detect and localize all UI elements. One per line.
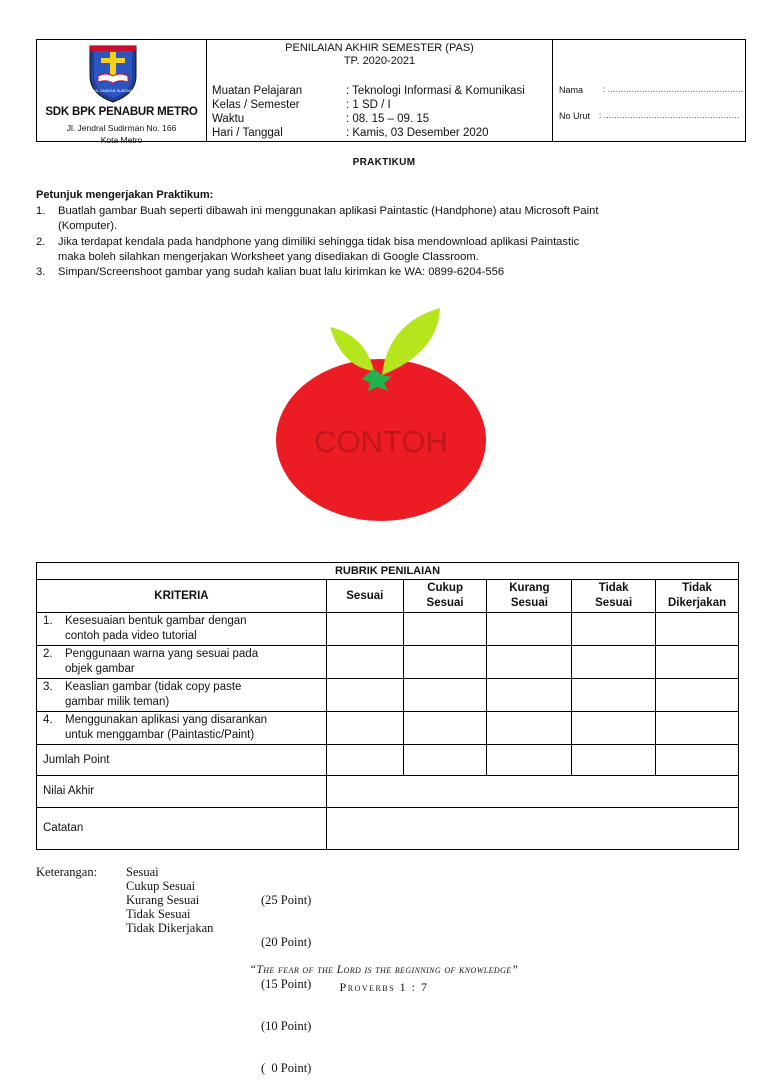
meta-label-date: Hari / Tanggal — [212, 127, 283, 139]
footer-quote: “The fear of the Lord is the beginning of knowledge” — [249, 964, 519, 976]
table-row — [37, 745, 739, 776]
table-row — [37, 776, 739, 808]
header-cukup-sesuai — [403, 580, 487, 613]
score-cell[interactable] — [326, 712, 403, 745]
header-cukup-l1: Cukup — [427, 582, 463, 594]
score-cell[interactable] — [572, 712, 656, 745]
score-cell[interactable] — [572, 679, 656, 712]
criteria-3-text — [65, 680, 325, 710]
score-cell[interactable] — [403, 613, 487, 646]
score-cell[interactable] — [487, 712, 572, 745]
criteria-1-l1: Kesesuaian bentuk gambar dengan — [65, 615, 247, 627]
school-cell — [37, 40, 207, 145]
score-cell[interactable] — [403, 745, 487, 776]
instruction-1-line1: Buatlah gambar Buah seperti dibawah ini menggunakan aplikasi Paintastic (Handphone) atau Microsoft Paint — [58, 205, 599, 217]
nilai-akhir-label: Nilai Akhir — [37, 776, 327, 808]
keterangan-point-4: (10 Point) — [261, 1019, 312, 1033]
instruction-item-2 — [58, 235, 748, 264]
criteria-1-text — [65, 614, 325, 644]
nourut-label: No Urut — [559, 111, 591, 121]
nourut-field[interactable]: : …………………………………………… — [599, 111, 740, 120]
meta-label-class: Kelas / Semester — [212, 99, 300, 111]
header-kurang-l2: Sesuai — [510, 597, 548, 609]
score-cell[interactable] — [487, 613, 572, 646]
criteria-2-num: 2. — [43, 648, 53, 660]
table-row — [37, 679, 739, 712]
instruction-2-line1: Jika terdapat kendala pada handphone yang dimiliki sehingga tidak bisa mendownload aplikasi Paintastic — [58, 236, 580, 248]
header-sesuai: Sesuai — [326, 580, 403, 613]
criteria-1-num: 1. — [43, 615, 53, 627]
rubric-title: RUBRIK PENILAIAN — [37, 563, 739, 580]
example-fruit-image — [270, 305, 492, 527]
score-cell[interactable] — [326, 679, 403, 712]
criteria-2-text — [65, 647, 325, 677]
criteria-3-l2: gambar milik teman) — [65, 696, 170, 708]
header-tdk-l1: Tidak — [682, 582, 712, 594]
criteria-1 — [37, 613, 327, 646]
score-cell[interactable] — [403, 646, 487, 679]
exam-title: PENILAIAN AKHIR SEMESTER (PAS) — [285, 42, 474, 54]
meta-value-class: : 1 SD / I — [346, 99, 391, 111]
criteria-3 — [37, 679, 327, 712]
exam-title-block — [212, 42, 547, 68]
instructions-heading: Petunjuk mengerjakan Praktikum: — [36, 189, 214, 201]
header-kurang-sesuai — [487, 580, 572, 613]
school-logo-icon — [84, 42, 142, 104]
score-cell[interactable] — [572, 745, 656, 776]
keterangan-name-1: Sesuai — [126, 865, 159, 879]
keterangan-name-4: Tidak Sesuai — [126, 907, 191, 921]
school-name: SDK BPK PENABUR METRO — [45, 106, 198, 118]
instruction-num-3: 3. — [36, 266, 46, 278]
score-cell[interactable] — [326, 613, 403, 646]
table-row — [37, 646, 739, 679]
instruction-num-1: 1. — [36, 205, 46, 217]
keterangan-point-5: ( 0 Point) — [261, 1061, 312, 1075]
table-row — [37, 808, 739, 850]
header-kriteria: KRITERIA — [37, 580, 327, 613]
header-tdk-l2: Dikerjakan — [667, 597, 727, 609]
catatan-cell[interactable] — [326, 808, 738, 850]
header-kurang-l1: Kurang — [509, 582, 550, 594]
header-tidak-dikerjakan — [656, 580, 739, 613]
criteria-4-l2: untuk menggambar (Paintastic/Paint) — [65, 729, 255, 741]
score-cell[interactable] — [656, 745, 739, 776]
score-cell[interactable] — [656, 613, 739, 646]
jumlah-point-label: Jumlah Point — [37, 745, 327, 776]
criteria-2-l1: Penggunaan warna yang sesuai pada — [65, 648, 259, 660]
example-label: CONTOH — [314, 424, 448, 459]
keterangan-point-1: (25 Point) — [261, 893, 312, 907]
score-cell[interactable] — [403, 712, 487, 745]
keterangan-name-2: Cukup Sesuai — [126, 879, 196, 893]
meta-label-subject: Muatan Pelajaran — [212, 85, 303, 97]
score-cell[interactable] — [326, 745, 403, 776]
score-cell[interactable] — [656, 646, 739, 679]
section-title: PRAKTIKUM — [352, 157, 416, 168]
footer-verse: Proverbs 1 : 7 — [339, 980, 429, 994]
logo-text: SMIL CANGAN SLAKSANA — [90, 89, 136, 93]
school-address — [37, 122, 206, 146]
criteria-3-l1: Keaslian gambar (tidak copy paste — [65, 681, 242, 693]
table-row — [37, 712, 739, 745]
header-tidak-l1: Tidak — [598, 582, 629, 594]
instruction-item-3: Simpan/Screenshoot gambar yang sudah kalian buat lalu kirimkan ke WA: 0899-6204-556 — [58, 266, 505, 278]
criteria-4 — [37, 712, 327, 745]
address-line1: Jl. Jendral Sudirman No. 166 — [66, 123, 177, 133]
keterangan-names — [126, 865, 213, 935]
keterangan-name-5: Tidak Dikerjakan — [126, 921, 214, 935]
address-line2: Kota Metro — [100, 135, 143, 145]
score-cell[interactable] — [572, 646, 656, 679]
score-cell[interactable] — [487, 679, 572, 712]
instruction-item-1 — [58, 204, 748, 233]
score-cell[interactable] — [656, 679, 739, 712]
nama-field[interactable]: : …………………………………………… — [603, 85, 744, 94]
keterangan-name-3: Kurang Sesuai — [126, 893, 200, 907]
criteria-2-l2: objek gambar — [65, 663, 135, 675]
header-tidak-sesuai — [572, 580, 656, 613]
score-cell[interactable] — [326, 646, 403, 679]
catatan-label: Catatan — [37, 808, 327, 850]
score-cell[interactable] — [487, 646, 572, 679]
meta-value-subject: : Teknologi Informasi & Komunikasi — [346, 85, 525, 97]
instruction-1-line2: (Komputer). — [58, 219, 118, 232]
meta-label-time: Waktu — [212, 113, 245, 125]
header-table — [36, 39, 746, 145]
score-cell[interactable] — [487, 745, 572, 776]
instruction-2-line2: maka boleh silahkan mengerjakan Worksheet yang disediakan di Google Classroom. — [58, 250, 479, 263]
score-cell[interactable] — [572, 613, 656, 646]
rubric-table — [36, 562, 739, 850]
instruction-num-2: 2. — [36, 236, 46, 248]
nama-label: Nama — [559, 85, 584, 95]
criteria-4-l1: Menggunakan aplikasi yang disarankan — [65, 714, 268, 726]
criteria-4-text — [65, 713, 325, 743]
exam-year: TP. 2020-2021 — [343, 55, 416, 67]
score-cell[interactable] — [403, 679, 487, 712]
criteria-1-l2: contoh pada video tutorial — [65, 630, 197, 642]
keterangan-point-3: (15 Point) — [261, 977, 312, 991]
table-row — [37, 613, 739, 646]
keterangan-points — [261, 865, 311, 1089]
criteria-4-num: 4. — [43, 714, 53, 726]
keterangan-point-2: (20 Point) — [261, 935, 312, 949]
header-cukup-l2: Sesuai — [426, 597, 464, 609]
meta-value-time: : 08. 15 – 09. 15 — [346, 113, 430, 125]
header-tidak-l2: Sesuai — [595, 597, 633, 609]
meta-value-date: : Kamis, 03 Desember 2020 — [346, 127, 489, 139]
criteria-3-num: 3. — [43, 681, 53, 693]
score-cell[interactable] — [656, 712, 739, 745]
keterangan-label: Keterangan: — [36, 865, 98, 879]
criteria-2 — [37, 646, 327, 679]
nilai-akhir-cell[interactable] — [326, 776, 738, 808]
